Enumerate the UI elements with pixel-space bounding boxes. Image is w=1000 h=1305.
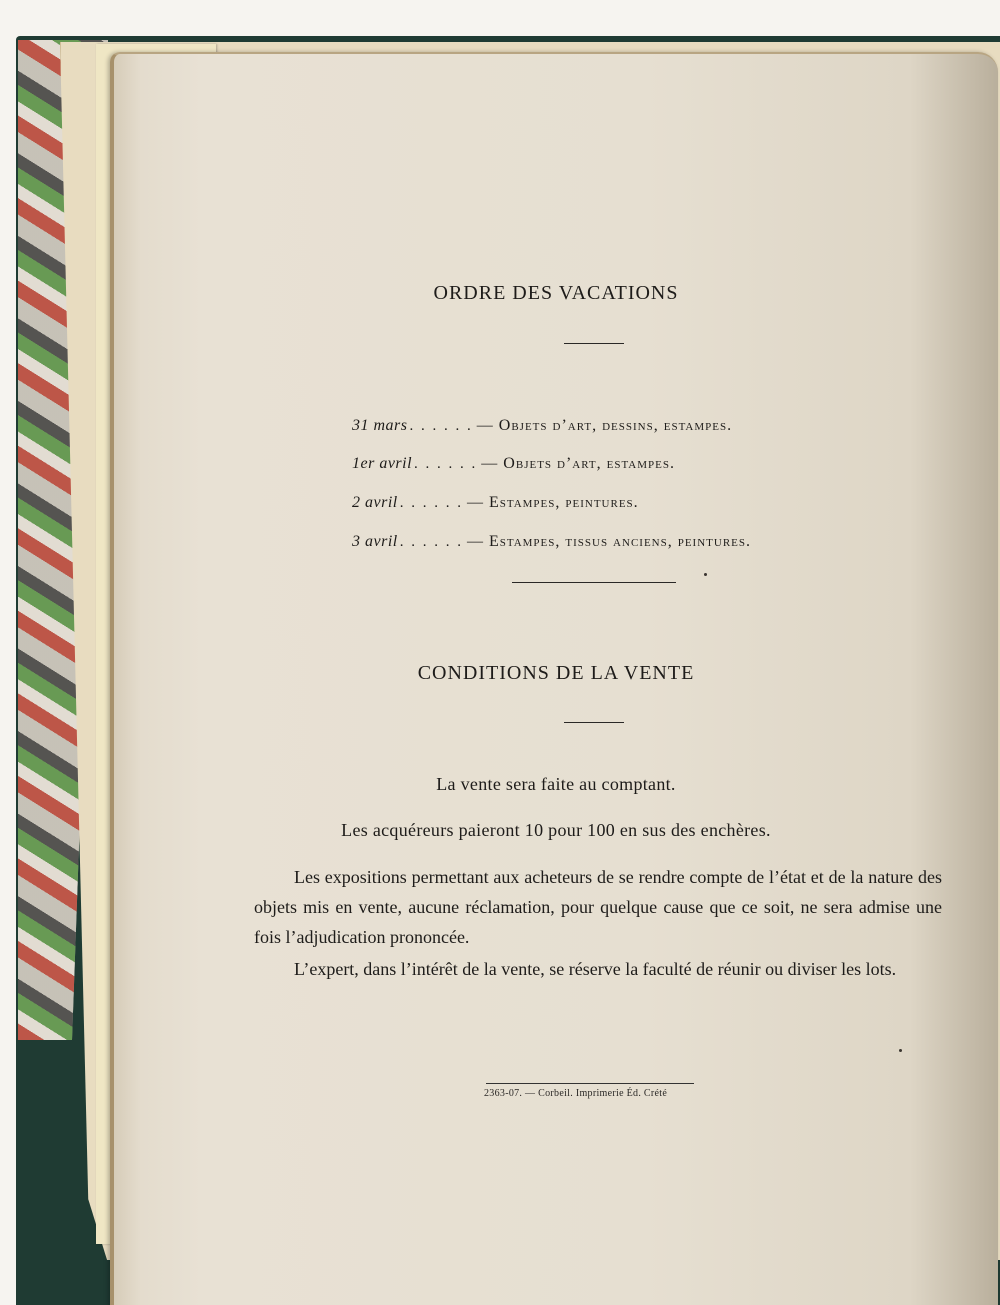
conditions-title: CONDITIONS DE LA VENTE	[417, 662, 695, 684]
vacation-description: — Objets d’art, estampes.	[481, 455, 675, 472]
title-rule	[564, 343, 624, 344]
vacation-date: 2 avril	[352, 494, 398, 511]
vacation-date: 3 avril	[352, 533, 398, 550]
vacation-dots: . . . . . .	[414, 456, 478, 472]
vacation-dots: . . . . . .	[399, 495, 463, 511]
vacation-row	[352, 455, 675, 479]
printer-imprint: 2363-07. — Corbeil. Imprimerie Éd. Crété	[484, 1088, 668, 1099]
vacation-row	[352, 533, 751, 557]
vacation-date: 31 mars	[352, 417, 408, 434]
vacation-dots: . . . . . .	[399, 534, 463, 550]
condition-cash: La vente sera faite au comptant.	[436, 774, 676, 794]
vacation-dots: . . . . . .	[409, 418, 473, 434]
vacation-description: — Objets d’art, dessins, estampes.	[476, 417, 733, 434]
condition-paragraph: Les expositions permettant aux acheteurs de se rendre compte de l’état et de la nature des objets mis en vente, aucune réclamation, pour quelque cause que ce soit, ne sera admise une fois l’adjudication prononcée.	[254, 867, 942, 947]
section-divider	[512, 582, 676, 583]
condition-paragraph: L’expert, dans l’intérêt de la vente, se réserve la faculté de réunir ou diviser les lots.	[294, 959, 897, 979]
catalogue-page	[110, 52, 998, 1305]
vacation-row	[352, 417, 732, 441]
title-rule	[564, 722, 624, 723]
vacation-date: 1er avril	[352, 455, 413, 472]
vacation-description: — Estampes, peintures.	[466, 494, 639, 511]
imprint-rule	[486, 1083, 694, 1084]
condition-fees: Les acquéreurs paieront 10 pour 100 en sus des enchères.	[341, 820, 771, 840]
vacation-description: — Estampes, tissus anciens, peintures.	[466, 533, 752, 550]
vacations-title: ORDRE DES VACATIONS	[433, 282, 679, 304]
vacation-row	[352, 494, 639, 518]
paper-speck	[899, 1049, 902, 1052]
paper-speck	[704, 573, 707, 576]
